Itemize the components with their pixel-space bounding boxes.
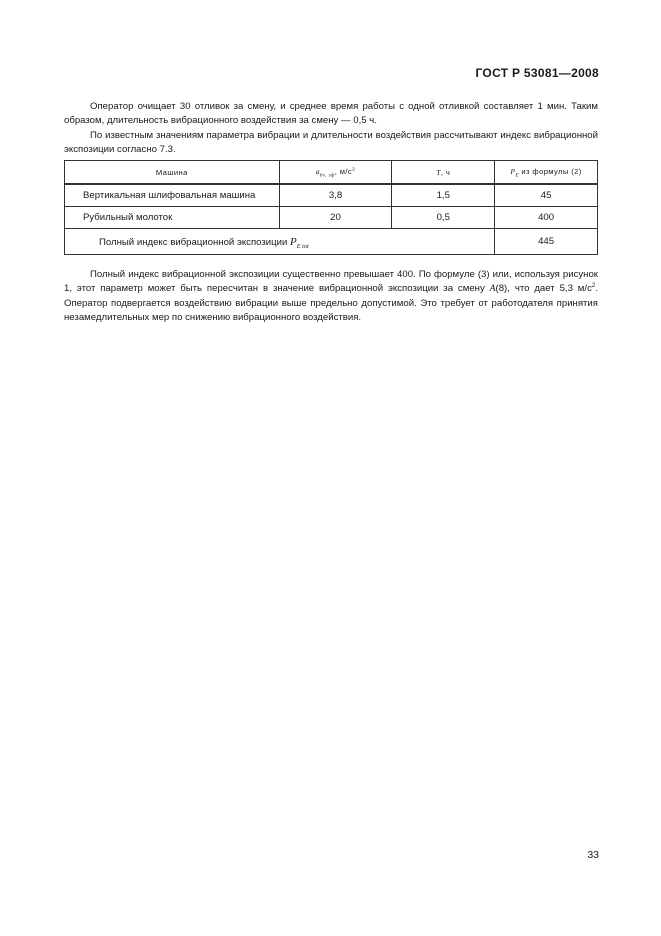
col-machine-header: Машина <box>65 161 280 185</box>
vibration-table <box>64 160 598 255</box>
total-value-cell: 445 <box>495 229 598 255</box>
total-sub: E tot <box>296 242 309 250</box>
pe-sub: E <box>515 173 519 179</box>
accel-unit: , м/с <box>334 167 353 177</box>
table-total-row <box>65 229 598 255</box>
accel-cell: 20 <box>279 207 392 229</box>
document-header: ГОСТ Р 53081—2008 <box>475 66 599 80</box>
total-symbol: P <box>290 235 297 248</box>
conclusion-exp: 2 <box>591 282 596 290</box>
pe-text: из формулы (2) <box>518 167 582 177</box>
accel-sub: hv, эф <box>319 173 335 179</box>
conclusion-part-b: , что дает 5,3 м/с <box>507 283 592 295</box>
intro-paragraph-1: Оператор очищает 30 отливок за смену, и среднее время работы с одной отливкой составляет 1 мин. Таким образом, длительность вибрационного воздействия за смену — 0,5 ч. <box>64 101 598 127</box>
total-label-cell <box>65 229 495 255</box>
time-cell: 0,5 <box>392 207 495 229</box>
accel-exp: 2 <box>352 167 356 173</box>
accel-symbol: a <box>315 167 320 177</box>
time-symbol: T <box>436 167 441 177</box>
pe-cell: 400 <box>495 207 598 229</box>
exposure-symbol: A <box>489 283 496 295</box>
time-cell: 1,5 <box>392 184 495 207</box>
conclusion-text <box>64 268 598 326</box>
col-accel-header <box>279 161 392 185</box>
conclusion-paragraph <box>64 268 598 326</box>
accel-cell: 3,8 <box>279 184 392 207</box>
col-pe-header <box>495 161 598 185</box>
machine-cell: Вертикальная шлифовальная машина <box>65 184 280 207</box>
intro-text <box>64 100 598 158</box>
exposure-arg: (8) <box>495 283 508 295</box>
table-row <box>65 207 598 229</box>
time-unit: , ч <box>440 167 451 177</box>
col-time-header <box>392 161 495 185</box>
conclusion-part-a: Полный индекс вибрационной экспозиции существенно превышает 400. По формуле (3) или, используя рисунок 1, этот параметр может быть пересчитан в значение вибрационной экспозиции за смену <box>64 269 598 295</box>
pe-symbol: P <box>510 167 516 177</box>
conclusion-part-c: . Оператор подвергается воздействию вибрации выше предельно допустимой. Это требует от работодателя принятия незамедлительных мер по снижению вибрационного воздействия. <box>64 283 599 324</box>
pe-cell: 45 <box>495 184 598 207</box>
intro-paragraph-2: По известным значениям параметра вибрации и длительности воздействия рассчитывают индекс вибрационной экспозиции согласно 7.3. <box>64 129 598 156</box>
table-header-row <box>65 161 598 185</box>
table-row <box>65 184 598 207</box>
total-label: Полный индекс вибрационной экспозиции <box>99 236 291 248</box>
page-number: 33 <box>587 849 599 861</box>
machine-cell: Рубильный молоток <box>65 207 280 229</box>
